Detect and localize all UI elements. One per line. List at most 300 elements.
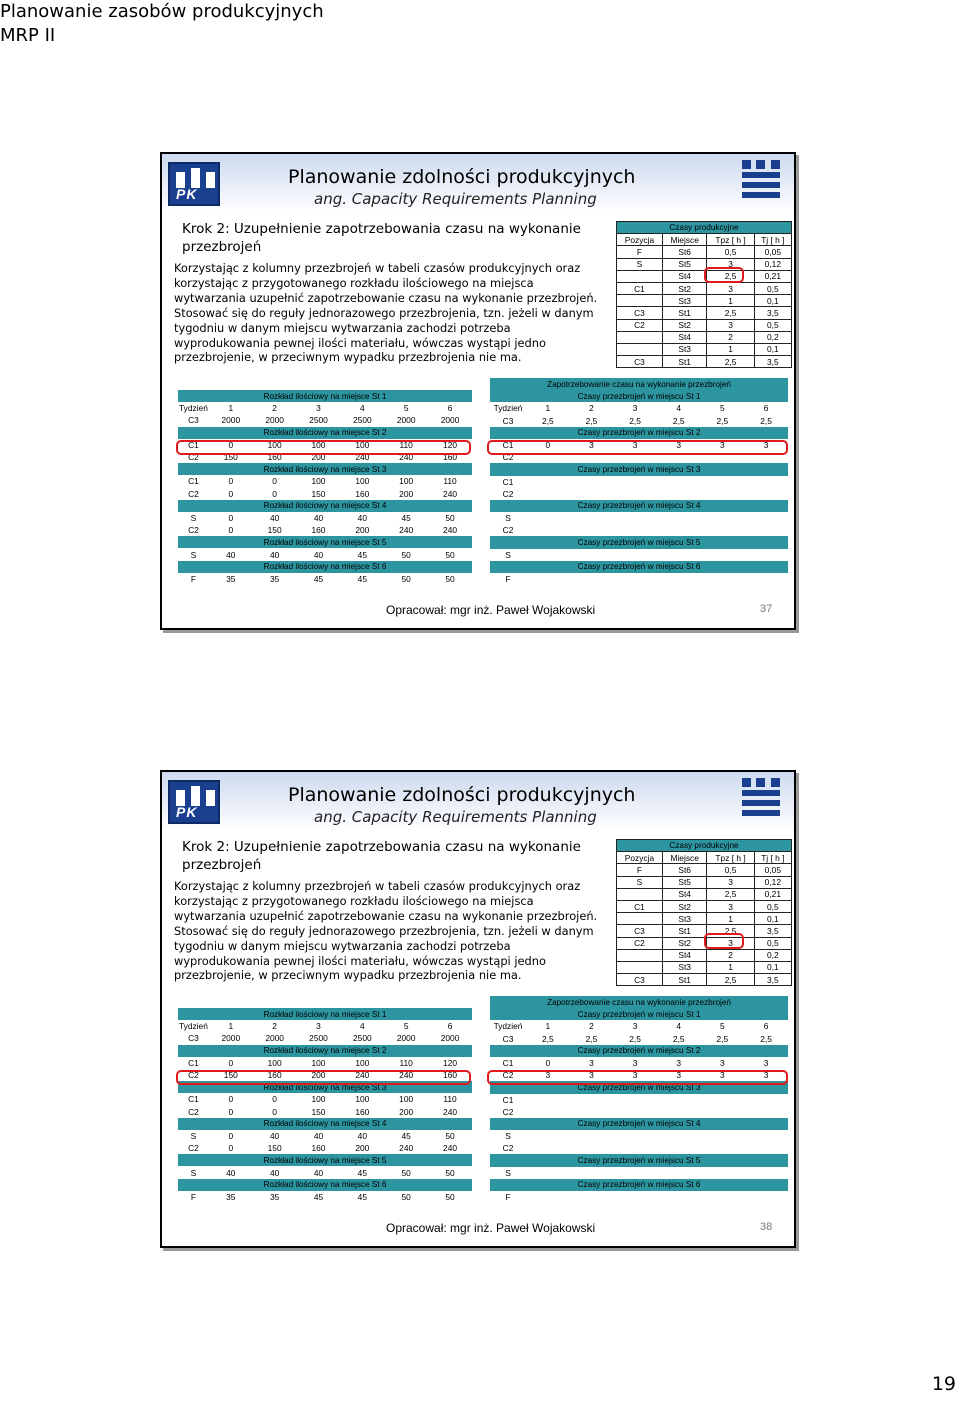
row-label: C2 (502, 1106, 514, 1117)
times-cell: F (617, 246, 663, 258)
table-cell: 40 (313, 1130, 324, 1141)
table-caption: Czasy przezbrojeń w miejscu St 6 (490, 561, 788, 573)
table-cell: 0 (228, 1106, 234, 1117)
table-cell: 120 (443, 439, 458, 450)
table-cell: 40 (357, 1130, 367, 1141)
week-number: 4 (676, 1021, 682, 1032)
setup-time-demand-table (490, 378, 788, 585)
row-label: F (505, 1192, 511, 1203)
table-cell: 35 (269, 573, 280, 584)
highlight-oval (176, 440, 471, 455)
table-cell: 3 (720, 440, 725, 451)
times-cell: 2 (707, 331, 754, 343)
table-cell: 0 (272, 476, 277, 487)
table-cell: 3 (763, 440, 769, 451)
table-cell: 2,5 (672, 1033, 685, 1044)
table-cell: 150 (223, 452, 238, 463)
times-cell: 0,2 (754, 331, 791, 343)
table-caption: Czasy przezbrojeń w miejscu St 5 (490, 1154, 788, 1166)
week-number: 2 (589, 403, 594, 414)
table-cell: 100 (267, 439, 282, 450)
slide-number: 37 (760, 603, 773, 615)
table-cell: 0 (272, 1094, 277, 1105)
table-cell: 3 (589, 1070, 594, 1081)
times-header: Tj [ h ] (754, 852, 791, 864)
table-cell: 150 (267, 1143, 282, 1154)
table-caption: Zapotrzebowanie czasu na wykonanie przezbrojeń (490, 378, 788, 390)
week-number: 6 (763, 1021, 769, 1032)
row-label: C2 (502, 1143, 514, 1154)
table-cell: 240 (399, 452, 414, 463)
times-cell: St3 (662, 961, 707, 973)
times-cell: 1 (707, 913, 754, 925)
table-cell: 3 (763, 1058, 769, 1069)
highlight-oval (704, 933, 744, 949)
table-cell: 35 (226, 573, 236, 584)
row-label: C1 (502, 476, 514, 487)
table-cell: 3 (676, 1070, 682, 1081)
table-caption: Czasy przezbrojeń w miejscu St 2 (490, 1045, 788, 1057)
times-cell: 0,5 (754, 282, 791, 294)
table-cell: 160 (443, 452, 458, 463)
times-cell: S (617, 258, 663, 270)
table-cell: 3 (720, 1070, 725, 1081)
table-cell (526, 476, 788, 488)
table-caption: Czasy przezbrojeń w miejscu St 1 (490, 390, 788, 402)
table-cell: 40 (269, 549, 280, 560)
times-cell: St3 (662, 343, 707, 355)
row-label: C2 (502, 525, 514, 536)
times-cell: St1 (662, 356, 707, 368)
table-cell: 150 (223, 1070, 238, 1081)
table-cell: 45 (357, 1191, 367, 1202)
table-cell: 2500 (353, 1033, 372, 1044)
table-caption: Rozkład ilościowy na miejsce St 4 (178, 1118, 472, 1130)
times-header: Pozycja (617, 234, 663, 246)
table-cell: 0 (228, 512, 234, 523)
times-header: Miejsce (662, 852, 707, 864)
slide-heading: Krok 2: Uzupełnienie zapotrzebowania czasu na wykonanie przezbrojeń (182, 839, 581, 873)
table-cell: 240 (443, 525, 458, 536)
times-cell: 0,12 (754, 258, 791, 270)
table-cell: 2,5 (760, 415, 772, 426)
production-times-table (616, 839, 792, 986)
row-label: C1 (188, 476, 199, 487)
week-label: Tydzień (493, 1021, 523, 1032)
table-cell (526, 524, 788, 536)
times-cell: St4 (662, 949, 707, 961)
times-cell: St4 (662, 270, 707, 282)
table-cell: 160 (311, 525, 326, 536)
times-cell: St4 (662, 888, 707, 900)
times-cell (617, 888, 663, 900)
table-cell: 200 (399, 1106, 414, 1117)
table-caption: Rozkład ilościowy na miejsce St 6 (178, 561, 472, 573)
times-header: Pozycja (617, 852, 663, 864)
times-cell: St5 (662, 876, 707, 888)
table-cell: 240 (443, 488, 458, 499)
table-cell: 40 (226, 1167, 236, 1178)
table-cell: 100 (355, 1094, 370, 1105)
times-cell: 0,5 (754, 937, 791, 949)
row-label: F (505, 574, 511, 585)
times-cell: 0,5 (707, 246, 754, 258)
times-cell: 2,5 (707, 888, 754, 900)
times-cell: 3 (707, 282, 754, 294)
table-cell (526, 488, 788, 500)
table-cell: 35 (226, 1191, 236, 1202)
table-cell: 100 (399, 1094, 414, 1105)
table-cell: 0 (545, 440, 551, 451)
table-cell: 200 (355, 1143, 370, 1154)
times-caption: Czasy produkcyjne (617, 840, 792, 852)
row-label: C1 (188, 1094, 199, 1105)
row-label: C1 (188, 1057, 199, 1068)
times-cell (617, 295, 663, 307)
table-cell: 3 (589, 1058, 594, 1069)
table-cell: 50 (445, 1167, 455, 1178)
table-cell: 2,5 (672, 415, 685, 426)
highlight-oval (176, 1070, 471, 1085)
pk-logo-icon: PK (168, 162, 220, 206)
times-cell: 2 (707, 949, 754, 961)
slide-paragraph: Korzystając z kolumny przezbrojeń w tabeli czasów produkcyjnych oraz korzystając z przygotowanego rozkładu ilościowego na miejsca wytwarzania uzupełnić zapotrzebowanie czasu na wykonanie przezbrojeń. Stosować się do reguły jednorazowego przezbrojenia, tzn. jeżeli w danym tygodniu w danym miejscu wytwarzania zachodzi potrzeba wyprodukowania pewnej ilości materiału, wówczas wystąpi jedno przezbrojenie, w przeciwnym wypadku przezbrojenia nie ma. (174, 879, 598, 983)
table-cell: 0 (228, 1143, 234, 1154)
table-cell: 40 (313, 1167, 324, 1178)
row-label: S (190, 1167, 197, 1178)
table-caption: Czasy przezbrojeń w miejscu St 6 (490, 1179, 788, 1191)
times-cell: 3,5 (754, 974, 791, 986)
row-label: C2 (502, 1070, 514, 1081)
row-label: C1 (502, 440, 514, 451)
table-cell: 100 (355, 1057, 370, 1068)
times-cell: 0,5 (754, 319, 791, 331)
table-cell: 50 (445, 1130, 455, 1141)
row-label: S (190, 549, 197, 560)
slide-title: Planowanie zdolności produkcyjnych (288, 784, 636, 806)
table-caption: Rozkład ilościowy na miejsce St 2 (178, 427, 472, 439)
times-cell (617, 913, 663, 925)
week-number: 3 (632, 1021, 638, 1032)
row-label: S (505, 1131, 511, 1142)
times-cell: 2,5 (707, 925, 754, 937)
times-cell: C2 (617, 937, 663, 949)
setup-time-demand-table (490, 996, 788, 1203)
table-cell: 50 (445, 1191, 455, 1202)
row-label: S (505, 513, 511, 524)
times-cell: 1 (707, 343, 754, 355)
row-label: F (190, 573, 196, 584)
week-number: 5 (403, 403, 409, 414)
table-cell: 200 (311, 1070, 326, 1081)
table-cell: 3 (676, 1058, 682, 1069)
times-cell: St3 (662, 295, 707, 307)
times-cell: C1 (617, 282, 663, 294)
week-number: 1 (545, 403, 551, 414)
table-cell: 3 (545, 1070, 551, 1081)
table-cell (526, 549, 788, 561)
times-cell: 2,5 (707, 974, 754, 986)
table-caption: Zapotrzebowanie czasu na wykonanie przezbrojeń (490, 996, 788, 1008)
table-cell: 3 (632, 1070, 638, 1081)
times-cell (617, 949, 663, 961)
times-cell: 0,21 (754, 888, 791, 900)
row-label: C1 (502, 1094, 514, 1105)
times-cell: 1 (707, 295, 754, 307)
times-cell: 0,2 (754, 949, 791, 961)
table-cell: 200 (311, 452, 326, 463)
week-number: 2 (272, 403, 277, 414)
week-number: 1 (228, 403, 234, 414)
row-label: C2 (188, 1106, 199, 1117)
table-cell: 110 (443, 476, 457, 487)
table-cell: 110 (443, 1094, 457, 1105)
table-cell: 2,5 (716, 415, 729, 426)
row-label: C3 (188, 415, 199, 426)
table-cell: 150 (311, 1106, 326, 1117)
page-number: 19 (931, 1373, 956, 1395)
week-number: 4 (676, 403, 682, 414)
times-cell: 0,5 (707, 864, 754, 876)
table-cell: 110 (399, 439, 413, 450)
row-label: S (505, 549, 511, 560)
times-cell: C3 (617, 307, 663, 319)
quantity-distribution-table (178, 390, 472, 585)
table-cell: 3 (632, 1058, 638, 1069)
slide-number: 38 (760, 1221, 773, 1233)
table-cell: 2,5 (629, 1033, 641, 1044)
times-cell: St2 (662, 937, 707, 949)
table-cell: 35 (269, 1191, 280, 1202)
table-cell: 0 (228, 525, 234, 536)
table-cell: 100 (311, 1057, 326, 1068)
table-cell: 0 (545, 1058, 551, 1069)
times-cell: 3,5 (754, 925, 791, 937)
table-cell: 2000 (265, 415, 284, 426)
pk-logo-icon: PK (168, 780, 220, 824)
times-cell: 0,05 (754, 864, 791, 876)
times-cell: 0,5 (754, 900, 791, 912)
times-cell: 3,5 (754, 356, 791, 368)
table-cell: 2000 (265, 1033, 284, 1044)
table-caption: Rozkład ilościowy na miejsce St 2 (178, 1045, 472, 1057)
table-cell: 0 (228, 488, 234, 499)
table-cell: 160 (267, 1070, 282, 1081)
table-cell: 40 (357, 512, 367, 523)
table-cell: 100 (399, 476, 414, 487)
table-cell: 2000 (221, 1033, 241, 1044)
times-cell: 0,1 (754, 295, 791, 307)
table-cell (526, 1167, 788, 1179)
table-cell: 240 (355, 1070, 370, 1081)
table-cell: 45 (313, 1191, 324, 1202)
faculty-logo-icon (738, 778, 784, 822)
table-cell: 3 (589, 440, 594, 451)
times-cell: 3 (707, 876, 754, 888)
table-caption: Rozkład ilościowy na miejsce St 6 (178, 1179, 472, 1191)
table-cell: 0 (228, 439, 234, 450)
production-times-table (616, 221, 792, 368)
table-cell: 2,5 (629, 415, 641, 426)
table-caption: Rozkład ilościowy na miejsce St 4 (178, 500, 472, 512)
times-cell: St4 (662, 331, 707, 343)
table-cell (526, 1094, 788, 1106)
table-cell: 240 (355, 452, 370, 463)
times-cell: 0,1 (754, 913, 791, 925)
document-header (0, 0, 324, 48)
table-cell: 2,5 (585, 415, 598, 426)
table-cell: 40 (226, 549, 236, 560)
document-title: Planowanie zasobów produkcyjnych (0, 1, 324, 22)
times-cell: 1 (707, 961, 754, 973)
table-cell: 3 (676, 440, 682, 451)
times-cell: St1 (662, 974, 707, 986)
table-cell: 2,5 (760, 1033, 772, 1044)
times-cell: St6 (662, 246, 707, 258)
row-label: F (190, 1191, 196, 1202)
times-cell: F (617, 864, 663, 876)
week-number: 1 (228, 1021, 234, 1032)
table-caption: Czasy przezbrojeń w miejscu St 5 (490, 536, 788, 548)
table-cell: 40 (269, 512, 280, 523)
row-label: C2 (188, 488, 199, 499)
table-cell: 100 (267, 1057, 282, 1068)
table-cell (526, 1142, 788, 1154)
times-cell: S (617, 876, 663, 888)
times-cell: 3,5 (754, 307, 791, 319)
table-caption: Czasy przezbrojeń w miejscu St 4 (490, 1118, 788, 1130)
times-header: Tpz [ h ] (707, 852, 754, 864)
times-cell: C3 (617, 925, 663, 937)
week-number: 5 (403, 1021, 409, 1032)
table-cell: 40 (269, 1130, 280, 1141)
week-number: 4 (359, 403, 365, 414)
table-cell: 100 (355, 476, 370, 487)
table-cell: 50 (401, 573, 411, 584)
times-cell: C1 (617, 900, 663, 912)
times-caption: Czasy produkcyjne (617, 222, 792, 234)
table-cell: 3 (763, 1070, 769, 1081)
table-cell: 2000 (396, 415, 416, 426)
week-number: 5 (720, 403, 725, 414)
table-cell: 2,5 (541, 415, 554, 426)
times-cell: St2 (662, 900, 707, 912)
slide-title: Planowanie zdolności produkcyjnych (288, 166, 636, 188)
table-cell: 3 (720, 1058, 725, 1069)
row-label: C1 (502, 1058, 514, 1069)
row-label: C3 (502, 1033, 514, 1044)
table-cell: 50 (401, 1167, 411, 1178)
table-cell: 45 (357, 573, 367, 584)
table-cell: 45 (357, 1167, 367, 1178)
times-cell: St3 (662, 913, 707, 925)
times-cell: 3 (707, 900, 754, 912)
table-cell: 160 (443, 1070, 458, 1081)
row-label: S (505, 1167, 511, 1178)
row-label: C3 (188, 1033, 199, 1044)
week-number: 5 (720, 1021, 725, 1032)
row-label: C2 (188, 1143, 199, 1154)
table-cell: 40 (313, 549, 324, 560)
times-cell: St2 (662, 319, 707, 331)
table-cell: 240 (443, 1143, 458, 1154)
times-cell (617, 961, 663, 973)
times-cell: St6 (662, 864, 707, 876)
table-cell: 2,5 (585, 1033, 598, 1044)
table-caption: Rozkład ilościowy na miejsce St 5 (178, 536, 472, 548)
table-caption: Czasy przezbrojeń w miejscu St 3 (490, 1081, 788, 1093)
slide-subtitle: ang. Capacity Requirements Planning (314, 190, 597, 208)
table-cell: 0 (228, 1130, 234, 1141)
table-caption: Rozkład ilościowy na miejsce St 1 (178, 1008, 472, 1020)
times-cell: 0,12 (754, 876, 791, 888)
table-caption: Rozkład ilościowy na miejsce St 1 (178, 390, 472, 402)
table-cell: 160 (267, 452, 282, 463)
table-cell: 240 (399, 1143, 414, 1154)
table-caption: Rozkład ilościowy na miejsce St 5 (178, 1154, 472, 1166)
row-label: C2 (502, 488, 514, 499)
row-label: C2 (188, 1070, 199, 1081)
times-cell: St2 (662, 282, 707, 294)
week-label: Tydzień (493, 403, 523, 414)
week-label: Tydzień (179, 1021, 208, 1032)
times-cell: 2,5 (707, 356, 754, 368)
table-caption: Czasy przezbrojeń w miejscu St 2 (490, 427, 788, 439)
table-cell: 110 (399, 1057, 413, 1068)
week-number: 3 (316, 1021, 321, 1032)
table-cell: 160 (355, 488, 370, 499)
times-cell: 3 (707, 319, 754, 331)
table-cell: 45 (401, 1130, 411, 1141)
table-cell: 0 (228, 1057, 234, 1068)
slide-38 (160, 770, 796, 1248)
table-caption: Rozkład ilościowy na miejsce St 3 (178, 463, 472, 475)
table-cell: 150 (267, 525, 282, 536)
table-cell: 2500 (309, 1033, 328, 1044)
week-number: 2 (589, 1021, 594, 1032)
times-cell: 0,21 (754, 270, 791, 282)
row-label: C2 (188, 452, 199, 463)
table-cell: 50 (445, 512, 455, 523)
week-label: Tydzień (179, 403, 208, 414)
times-header: Tj [ h ] (754, 234, 791, 246)
table-cell: 160 (311, 1143, 326, 1154)
table-cell: 100 (311, 1094, 326, 1105)
times-header: Tpz [ h ] (707, 234, 754, 246)
table-cell (526, 1191, 788, 1203)
table-cell: 240 (399, 525, 414, 536)
times-cell: C3 (617, 356, 663, 368)
table-cell: 200 (399, 488, 414, 499)
table-cell: 240 (399, 1070, 414, 1081)
row-label: S (190, 512, 197, 523)
table-cell: 40 (313, 512, 324, 523)
highlight-oval (704, 267, 744, 283)
slide-paragraph: Korzystając z kolumny przezbrojeń w tabeli czasów produkcyjnych oraz korzystając z przygotowanego rozkładu ilościowego na miejsca wytwarzania uzupełnić zapotrzebowanie czasu na wykonanie przezbrojeń. Stosować się do reguły jednorazowego przezbrojenia, tzn. jeżeli w danym tygodniu w danym miejscu wytwarzania zachodzi potrzeba wyprodukowania pewnej ilości materiału, wówczas wystąpi jedno przezbrojenie, w przeciwnym wypadku przezbrojenia nie ma. (174, 261, 598, 365)
week-number: 1 (545, 1021, 551, 1032)
table-cell: 0 (228, 476, 234, 487)
table-cell (526, 512, 788, 524)
times-cell: 3 (707, 258, 754, 270)
table-cell: 200 (355, 525, 370, 536)
times-cell: St1 (662, 307, 707, 319)
quantity-distribution-table (178, 1008, 472, 1203)
week-number: 2 (272, 1021, 277, 1032)
times-cell (617, 270, 663, 282)
row-label: C1 (188, 439, 199, 450)
highlight-oval (487, 440, 788, 455)
row-label: C2 (188, 525, 199, 536)
